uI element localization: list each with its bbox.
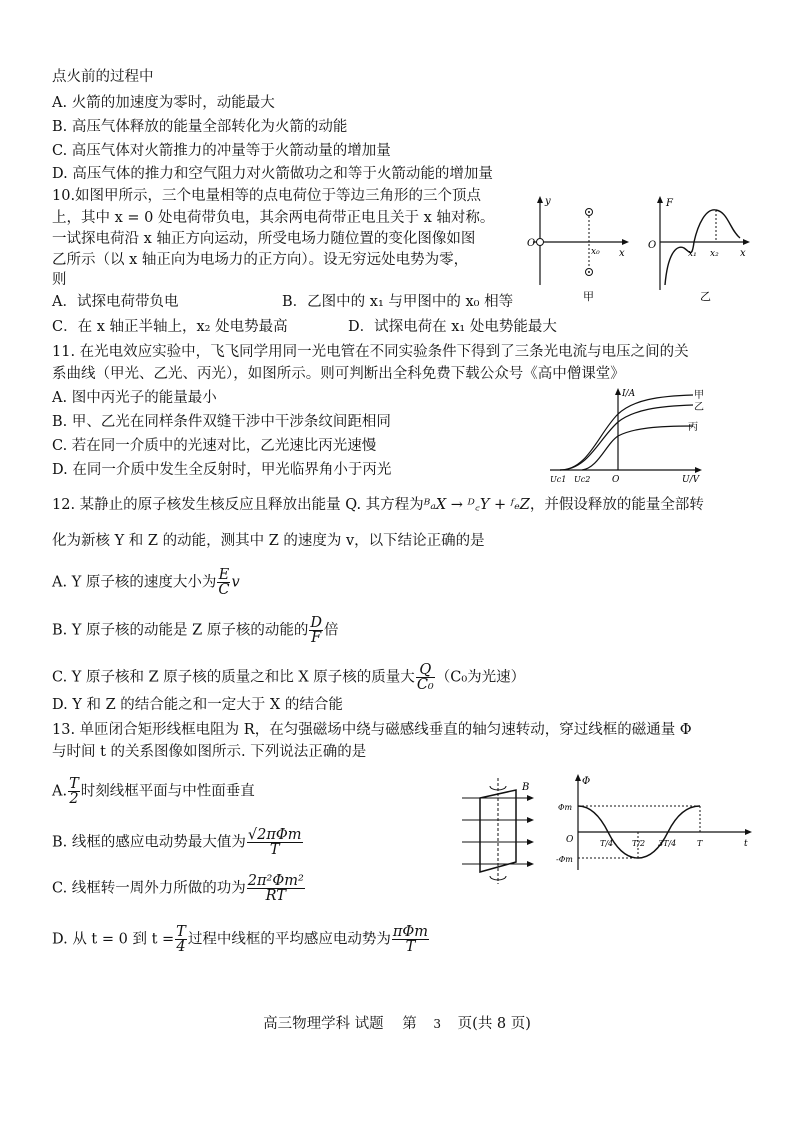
q10-figure-jia: [525, 190, 635, 308]
q13-a-den: 2: [69, 791, 79, 807]
q10-option-d: D．试探电荷在 x₁ 处电势能最大: [348, 319, 557, 335]
q13-d-text: D. 从 t = 0 到 t =: [52, 931, 175, 948]
q12-option-d: D. Y 和 Z 的结合能之和一定大于 X 的结合能: [52, 697, 343, 713]
q10-option-b: B．乙图中的 x₁ 与甲图中的 x₀ 相等: [282, 294, 514, 310]
fig13-phi-label: Φ: [582, 776, 591, 787]
q13-c-num: 2π²Φm²: [247, 873, 304, 889]
q13-option-b: [52, 828, 304, 857]
fig-yi-f-label: F: [666, 198, 673, 209]
q11-line1: 11. 在光电效应实验中，飞飞同学用同一光电管在不同实验条件下得到了三条光电流与电压之间的关: [52, 344, 689, 360]
q13-a-post: 时刻线框平面与中性面垂直: [80, 783, 255, 800]
fig13-T-label: T: [697, 839, 703, 848]
q12-c-num: Q: [416, 663, 435, 678]
q9-option-d: D. 高压气体的推力和空气阻力对火箭做功之和等于火箭动能的增加量: [52, 166, 493, 182]
q12-b-post: 倍: [324, 622, 339, 639]
q10-line4: 乙所示（以 x 轴正向为电场力的正方向）。设无穷远处电势为零，: [52, 252, 469, 268]
q12-option-a: [52, 568, 240, 597]
fig-yi-caption: 乙: [700, 290, 711, 303]
fig-yi-x-label: x: [740, 248, 746, 259]
q13-a-label: A.: [52, 783, 68, 800]
q12-c-den: C₀: [416, 677, 434, 693]
q11-option-b: B. 甲、乙光在同样条件双缝干涉中干涉条纹间距相同: [52, 414, 391, 430]
q9-stem-end: 点火前的过程中: [52, 69, 154, 85]
q12-line2: 化为新核 Y 和 Z 的动能，测其中 Z 的速度为 v，以下结论正确的是: [52, 533, 485, 549]
fig11-uc2-label: Uc2: [574, 475, 591, 484]
q13-b-den: T: [269, 842, 280, 858]
footer-page-pre: 第: [402, 1016, 417, 1032]
q13-d-den1: 4: [176, 939, 186, 955]
q13-c-text: C. 线框转一周外力所做的功为: [52, 880, 246, 897]
fig-jia-origin: O: [527, 238, 536, 249]
fig13-b-label: B: [522, 782, 530, 793]
q13-d-num1: T: [176, 924, 186, 940]
q12-c-post: （C₀为光速）: [435, 669, 526, 686]
footer-page-number: 3: [433, 1017, 442, 1031]
series-yi-label: 乙: [694, 402, 704, 413]
q13-figure-phi-t: [556, 770, 756, 880]
q13-figure-coil: [460, 776, 540, 888]
fig-yi-origin: O: [648, 240, 657, 251]
q12-line1-text-b: ，并假设释放的能量全部转: [529, 497, 704, 513]
q12-c-text: C. Y 原子核和 Z 原子核的质量之和比 X 原子核的质量大: [52, 669, 415, 686]
q13-d-fraction2: [392, 925, 429, 954]
q11-option-a: A. 图中丙光子的能量最小: [52, 390, 217, 406]
fig11-ia-label: I/A: [622, 389, 636, 399]
q11-option-c: C. 若在同一介质中的光速对比，乙光速比丙光速慢: [52, 438, 377, 454]
q10-line3: 一试探电荷沿 x 轴正方向运动，所受电场力随位置的变化图像如图: [52, 231, 476, 247]
q12-a-text: A. Y 原子核的速度大小为: [52, 574, 217, 591]
q11-figure-iv-curves: [548, 384, 708, 486]
q13-d-num2: πΦm: [392, 924, 429, 940]
q12-a-fraction: [217, 568, 230, 597]
q13-option-d: [52, 925, 430, 954]
q9-option-c: C. 高压气体对火箭推力的冲量等于火箭动量的增加量: [52, 143, 391, 159]
fig-jia-x-label: x: [619, 248, 625, 259]
q13-line1: 13. 单匝闭合矩形线框电阻为 R，在匀强磁场中绕与磁感线垂直的轴匀速转动，穿过线框的磁通量 Φ: [52, 722, 692, 738]
fig-jia-x0-label: x₀: [591, 247, 600, 257]
fig-jia-y-label: y: [545, 196, 551, 207]
q13-a-fraction: [68, 777, 80, 806]
q13-d-den2: T: [405, 939, 416, 955]
q13-d-mid: 过程中线框的平均感应电动势为: [187, 931, 391, 948]
q12-a-post: v: [231, 574, 240, 591]
q13-b-fraction: [247, 828, 303, 857]
q12-a-num: E: [218, 567, 230, 583]
fig13-negphim-label: -Φm: [556, 855, 573, 864]
q12-a-den: C: [218, 582, 230, 598]
q10-line5: 则: [52, 272, 67, 288]
q12-line1-text-a: 12. 某静止的原子核发生核反应且释放出能量 Q. 其方程为: [52, 497, 424, 513]
fig11-uc1-label: Uc1: [550, 475, 567, 484]
q11-option-d: D. 在同一介质中发生全反射时，甲光临界角小于丙光: [52, 462, 392, 478]
series-jia-label: 甲: [694, 390, 704, 401]
q12-b-fraction: [309, 616, 323, 645]
series-yi-curve: [560, 405, 693, 470]
q13-c-fraction: [247, 874, 305, 903]
series-bing-curve: [582, 426, 693, 470]
q10-line1: 10.如图甲所示，三个电量相等的点电荷位于等边三角形的三个顶点: [52, 188, 482, 204]
q13-c-den: RT: [265, 888, 286, 904]
q12-b-den: F: [311, 630, 322, 646]
q12-line1: [52, 496, 704, 514]
q13-b-text: B. 线框的感应电动势最大值为: [52, 834, 246, 851]
q10-option-c: C．在 x 轴正半轴上，x₂ 处电势最高: [52, 319, 288, 335]
fig11-origin: O: [612, 475, 620, 485]
fig-yi-x2-label: x₂: [710, 249, 719, 259]
fig13-3t4-label: 3T/4: [658, 839, 677, 848]
fig13-phim-label: Φm: [558, 803, 573, 812]
fig11-uv-label: U/V: [682, 475, 700, 485]
q10-figure-yi: [648, 190, 758, 308]
q11-line2: 系曲线（甲光、乙光、丙光），如图所示。则可判断出全科免费下载公众号《高中僧课堂》: [52, 366, 625, 382]
q13-d-fraction1: [175, 925, 187, 954]
q12-option-c: [52, 663, 525, 692]
q12-option-b: [52, 616, 339, 645]
fig13-t-axis-label: t: [744, 839, 748, 849]
q12-b-text: B. Y 原子核的动能是 Z 原子核的动能的: [52, 622, 309, 639]
fig-yi-x1-label: x₁: [688, 249, 697, 259]
q12-c-fraction: [416, 663, 435, 692]
q13-option-a: [52, 777, 255, 806]
series-bing-label: 丙: [688, 422, 698, 433]
q10-line2: 上，其中 x = 0 处电荷带负电，其余两电荷带正电且关于 x 轴对称。: [52, 210, 495, 226]
q12-equation: ᴮₐX → ᴰ꜀Y + ᶠₑZ: [423, 497, 530, 513]
q13-line2: 与时间 t 的关系图像如图所示. 下列说法正确的是: [52, 744, 367, 760]
q10-option-a: A．试探电荷带负电: [52, 294, 179, 310]
footer-subject: 高三物理学科 试题: [263, 1016, 384, 1032]
q9-option-a: A. 火箭的加速度为零时，动能最大: [52, 95, 275, 111]
q13-option-c: [52, 874, 306, 903]
fig13-t4-label: T/4: [600, 839, 614, 848]
q13-a-num: T: [69, 776, 79, 792]
fig13-origin: O: [566, 835, 574, 845]
fig-jia-caption: 甲: [583, 290, 594, 303]
q13-b-num: √2πΦm: [247, 827, 302, 843]
footer-page-post: 页(共 8 页): [457, 1016, 531, 1032]
q9-option-b: B. 高压气体释放的能量全部转化为火箭的动能: [52, 119, 348, 135]
q12-b-num: D: [310, 615, 322, 631]
fig13-t2-label: T/2: [632, 839, 646, 848]
page-footer: [0, 1012, 794, 1033]
